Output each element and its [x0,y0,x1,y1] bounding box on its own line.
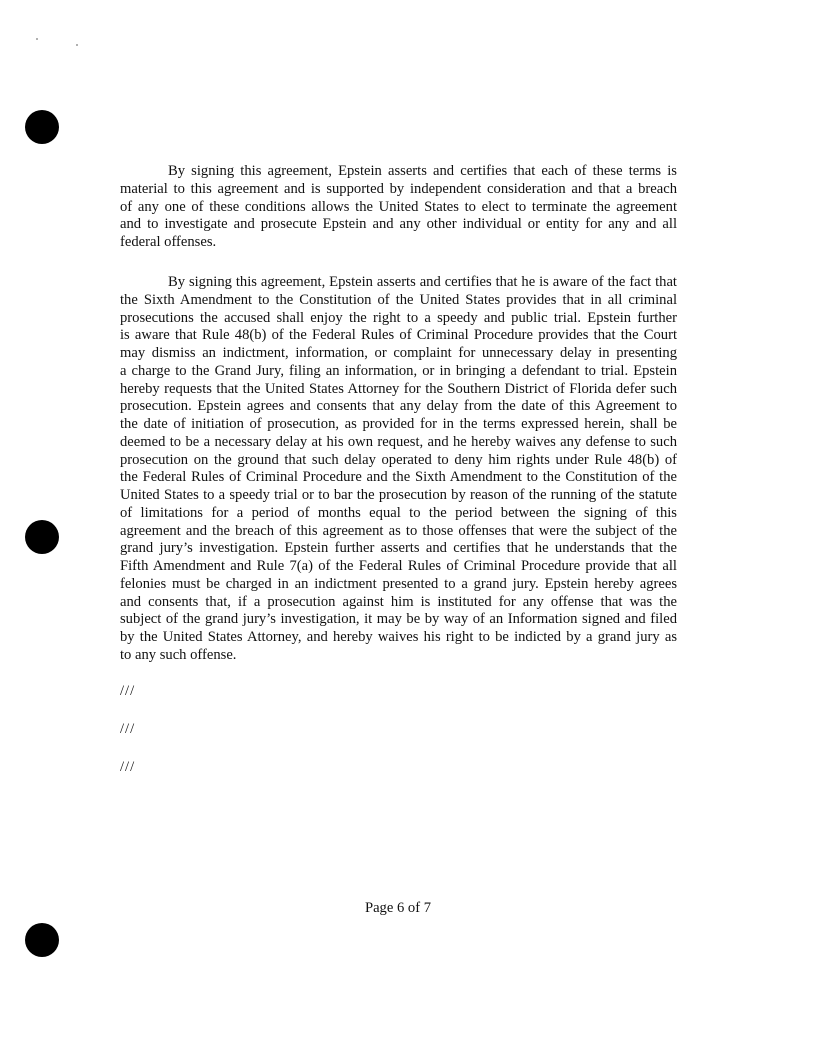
text-line: United States to a speedy trial or to bar the prosecution by reason of the running of the statute [120,487,677,503]
text-line: is aware that Rule 48(b) of the Federal Rules of Criminal Procedure provides that the Court [120,327,677,344]
text-line: subject of the grand jury’s investigation, it may be by way of an Information signed and filed [120,611,677,628]
separator-1: /// [120,683,136,699]
text-line: hereby requests that the United States Attorney for the Southern District of Florida defer such [120,380,677,397]
hole-punch-bottom [25,923,59,957]
text-line: By signing this agreement, Epstein asserts and certifies that each of these terms is [168,163,677,179]
text-line: of any one of these conditions allows the United States to elect to terminate the agreement [120,198,677,215]
text-line: Fifth Amendment and Rule 7(a) of the Federal Rules of Criminal Procedure provide that all [120,558,677,574]
separator-2: /// [120,721,136,737]
text-line: prosecution on the ground that such delay operated to deny him rights under Rule 48(b) of [120,451,677,468]
scan-speck [76,44,78,46]
scan-speck [36,38,38,40]
separator-3: /// [120,759,136,775]
text-line: and consents that, if a prosecution against him is instituted for any offense that was the [120,593,677,610]
text-line: grand jury’s investigation. Epstein further asserts and certifies that he understands that the [120,540,677,557]
text-line: federal offenses. [120,234,217,250]
hole-punch-top [25,110,59,144]
text-line: of limitations for a period of months equal to the period between the signing of this [120,504,677,521]
text-line: may dismiss an indictment, information, or complaint for unnecessary delay in presenting [120,345,677,361]
page-number: Page 6 of 7 [364,900,432,916]
text-line: agreement and the breach of this agreement as to those offenses that were the subject of the [120,522,677,539]
text-line: the date of initiation of prosecution, as provided for in the terms expressed herein, shall be [120,416,677,432]
paragraph-2 [120,274,677,665]
text-line: material to this agreement and is supported by independent consideration and that a breach [120,180,677,197]
text-line: prosecution. Epstein agrees and consents that any delay from the date of this Agreement to [120,398,677,415]
text-line: the Sixth Amendment to the Constitution of the United States provides that in all criminal [120,291,677,308]
text-line: felonies must be charged in an indictment presented to a grand jury. Epstein hereby agrees [120,575,677,592]
text-line: a charge to the Grand Jury, filing an information, or in bringing a defendant to trial. Epstein [120,362,677,379]
text-line: and to investigate and prosecute Epstein and any other individual or entity for any and all [120,216,677,233]
hole-punch-middle [25,520,59,554]
text-line: By signing this agreement, Epstein asserts and certifies that he is aware of the fact that [168,274,677,290]
paragraph-1 [120,163,677,252]
text-line: prosecutions the accused shall enjoy the right to a speedy and public trial. Epstein further [120,309,677,326]
text-line: the Federal Rules of Criminal Procedure and the Sixth Amendment to the Constitution of the [120,469,677,486]
text-line: by the United States Attorney, and hereby waives his right to be indicted by a grand jury as [120,629,677,645]
text-line: deemed to be a necessary delay at his own request, and he hereby waives any defense to such [120,433,677,450]
text-line: to any such offense. [120,646,237,663]
